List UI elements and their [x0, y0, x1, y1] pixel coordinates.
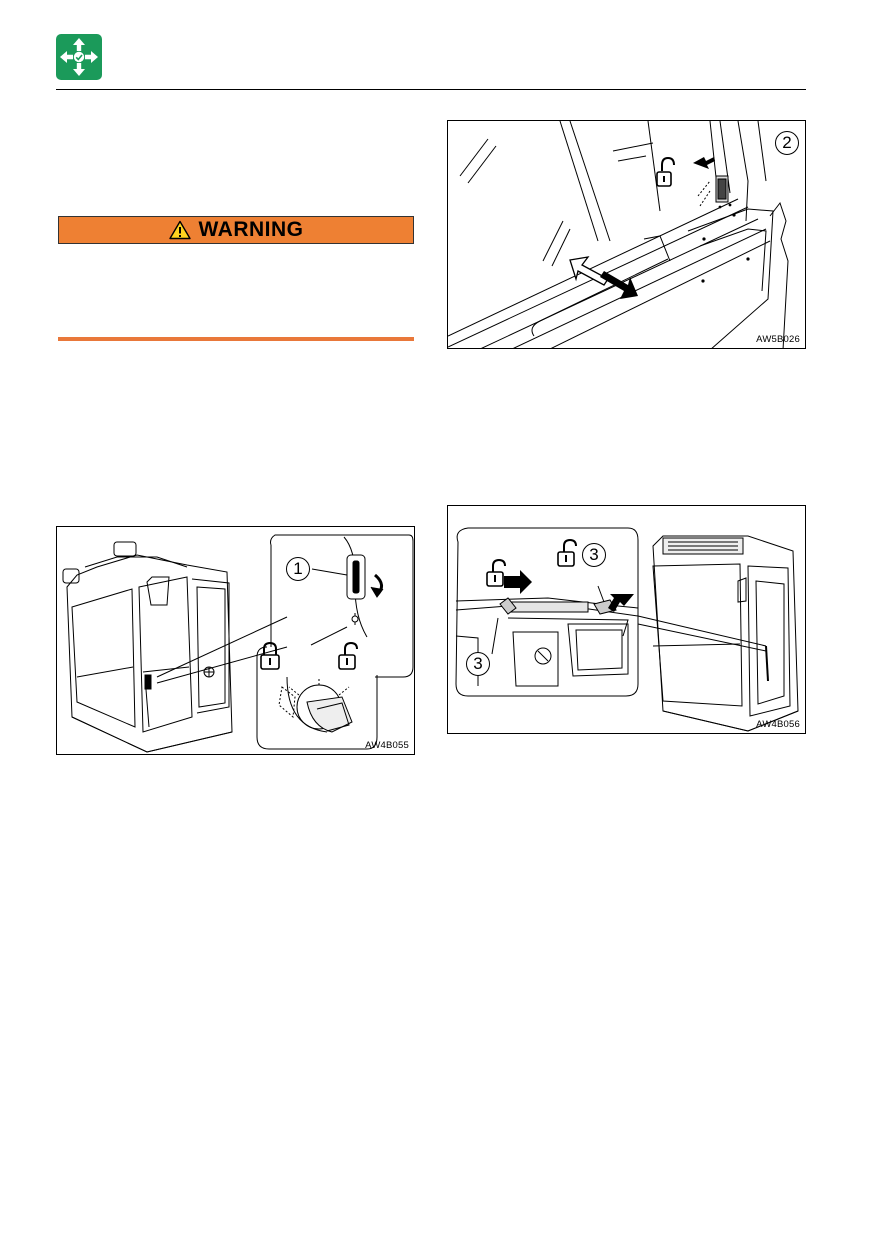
window-stopper-illustration: [448, 506, 806, 734]
arrow-icon: [608, 594, 634, 612]
unlocked-padlock-icon: [339, 643, 357, 669]
warning-end-divider: [58, 337, 414, 341]
sliding-window-illustration: [448, 121, 806, 349]
figure-window-stopper: [447, 505, 806, 734]
section-logo-icon: [56, 34, 102, 80]
cab-door-illustration: [57, 527, 415, 755]
callout-number: 1: [286, 557, 310, 581]
callout-number: 3: [582, 543, 606, 567]
locked-padlock-icon: [261, 643, 279, 669]
figure-sliding-window-latch: [447, 120, 806, 349]
arrow-icon: [693, 157, 715, 169]
unlocked-padlock-icon: [487, 560, 505, 586]
warning-label: WARNING: [198, 218, 304, 241]
figure-code: AW4B055: [365, 740, 409, 751]
warning-banner: [58, 216, 414, 244]
warning-triangle-icon: [169, 220, 191, 240]
figure-code: AW5B026: [756, 334, 800, 345]
callout-number: 2: [775, 131, 799, 155]
arrow-icon: [504, 570, 532, 594]
unlocked-padlock-icon: [558, 540, 576, 566]
figure-cab-door-lock: [56, 526, 415, 755]
unlocked-padlock-icon: [657, 158, 674, 186]
callout-number: 3: [466, 652, 490, 676]
header-divider: [56, 89, 806, 90]
figure-code: AW4B056: [756, 719, 800, 730]
